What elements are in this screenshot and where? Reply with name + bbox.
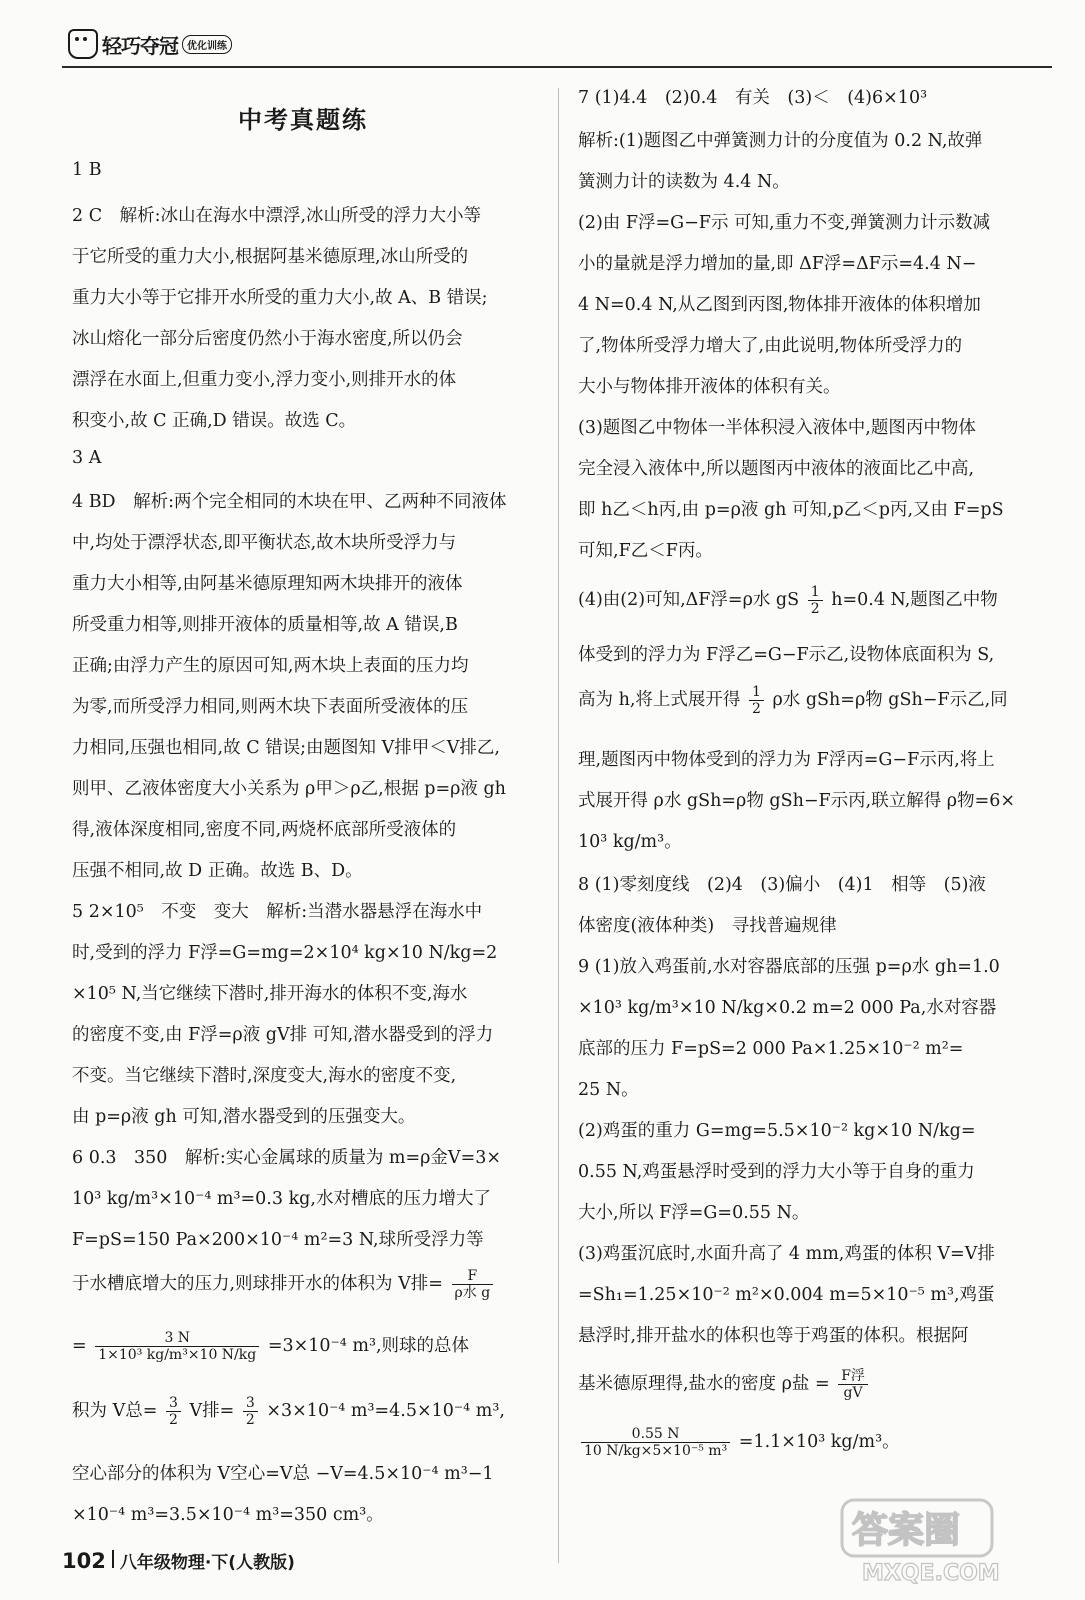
fraction [581,1426,730,1459]
answer-line: 6 0.3 350 解析:实心金属球的质量为 m=ρ金V=3× [72,1148,502,1168]
answer-line: 于它所受的重力大小,根据阿基米德原理,冰山所受的 [72,247,469,267]
brand-badge: 优化训练 [182,35,232,54]
answer-line: 得,液体深度相同,密度不同,两烧杯底部所受液体的 [72,820,457,840]
answer-line: 簧测力计的读数为 4.4 N。 [578,172,790,192]
answer-line: (3)题图乙中物体一半体积浸入液体中,题图丙中物体 [578,418,976,438]
fraction [95,1330,259,1363]
fraction [166,1395,181,1428]
answer-line: 完全浸入液体中,所以题图丙中液体的液面比乙中高, [578,459,975,479]
answer-line: 力相同,压强也相同,故 C 错误;由题图知 V排甲＜V排乙, [72,738,500,758]
answer-text: h=0.4 N,题图乙中物 [831,590,998,611]
fraction-numerator: 3 [166,1395,181,1412]
column-divider [558,88,559,1563]
answer-text: =1.1×10³ kg/m³。 [738,1432,900,1453]
answer-line: 积变小,故 C 正确,D 错误。故选 C。 [72,411,357,431]
answer-line: 式展开得 ρ水 gSh=ρ物 gSh−F示丙,联立解得 ρ物=6× [578,791,1016,811]
fraction-numerator: 1 [749,684,764,701]
answer-text: = [72,1336,87,1357]
answer-text: 高为 h,将上式展开得 [578,690,741,711]
answer-line: ×10⁻⁴ m³=3.5×10⁻⁴ m³=350 cm³。 [72,1505,384,1525]
section-title: 中考真题练 [238,106,368,134]
page-number: 102 [62,1549,106,1573]
answer-line: 大小与物体排开液体的体积有关。 [578,377,841,397]
answer-line: 可知,F乙＜F丙。 [578,541,713,561]
header-rule [62,66,1052,68]
answer-line: 3 A [72,448,102,468]
answer-line [72,1268,496,1301]
fraction-numerator: 1 [808,584,823,601]
fraction-numerator: F [452,1268,494,1285]
answer-line: (2)由 F浮=G−F示 可知,重力不变,弹簧测力计示数减 [578,213,991,233]
answer-text: =3×10⁻⁴ m³,则球的总体 [267,1336,470,1357]
answer-line: (2)鸡蛋的重力 G=mg=5.5×10⁻² kg×10 N/kg= [578,1121,976,1141]
answer-line: 即 h乙＜h丙,由 p=ρ液 gh 可知,p乙＜p丙,又由 F=pS [578,500,1004,520]
fraction-numerator: 3 N [95,1330,259,1347]
answer-text: 于水槽底增大的压力,则球排开水的体积为 V排= [72,1274,443,1295]
answer-line: 漂浮在水面上,但重力变小,浮力变小,则排开水的体 [72,370,457,390]
answer-line [578,1368,871,1401]
fraction-denominator: 2 [751,701,761,718]
answer-line: 所受重力相等,则排开液体的质量相等,故 A 错误,B [72,615,458,635]
fraction [838,1368,868,1401]
answer-text: 基米德原理得,盐水的密度 ρ盐 = [578,1374,830,1395]
answer-line: 大小,所以 F浮=G=0.55 N。 [578,1203,810,1223]
answer-line: (3)鸡蛋沉底时,水面升高了 4 mm,鸡蛋的体积 V=V排 [578,1244,995,1264]
answer-line: 1 B [72,160,102,180]
page-footer [62,1548,295,1588]
answer-line: 重力大小相等,由阿基米德原理知两木块排开的液体 [72,574,463,594]
answer-line: 体密度(液体种类) 寻找普遍规律 [578,916,837,936]
watermark-text: 答案圈 [852,1510,961,1551]
answer-line: 正确;由浮力产生的原因可知,两木块上表面的压力均 [72,656,469,676]
answer-line [72,1395,505,1428]
answer-line: ×10³ kg/m³×10 N/kg×0.2 m=2 000 Pa,水对容器 [578,998,997,1018]
fraction-denominator: 1×10³ kg/m³×10 N/kg [98,1347,257,1364]
fraction-denominator: 2 [810,601,820,618]
brand-logo [68,24,232,64]
answer-line: 中,均处于漂浮状态,即平衡状态,故木块所受浮力与 [72,533,457,553]
answer-text: 积为 V总= [72,1401,158,1422]
answer-line: 悬浮时,排开盐水的体积也等于鸡蛋的体积。根据阿 [578,1326,969,1346]
fraction-denominator: ρ水 g [454,1285,491,1302]
answer-line: 0.55 N,鸡蛋悬浮时受到的浮力大小等于自身的重力 [578,1162,975,1182]
answer-line: 25 N。 [578,1080,639,1100]
fraction [243,1395,258,1428]
answer-line: 8 (1)零刻度线 (2)4 (3)偏小 (4)1 相等 (5)液 [578,875,986,895]
answer-line: ×10⁵ N,当它继续下潜时,排开海水的体积不变,海水 [72,984,468,1004]
answer-line: 10³ kg/m³×10⁻⁴ m³=0.3 kg,水对槽底的压力增大了 [72,1189,491,1209]
answer-line: 时,受到的浮力 F浮=G=mg=2×10⁴ kg×10 N/kg=2 [72,943,498,963]
answer-line: =Sh₁=1.25×10⁻² m²×0.004 m=5×10⁻⁵ m³,鸡蛋 [578,1285,995,1305]
fraction-denominator: 2 [245,1412,255,1429]
footer-divider [112,1550,114,1568]
answer-line: 体受到的浮力为 F浮乙=G−F示乙,设物体底面积为 S, [578,645,995,665]
answer-line [578,584,998,617]
answer-line: 理,题图丙中物体受到的浮力为 F浮丙=G−F示丙,将上 [578,750,995,770]
answer-line [578,684,1008,717]
answer-line: 了,物体所受浮力增大了,由此说明,物体所受浮力的 [578,336,963,356]
answer-line [578,1426,900,1459]
fraction [808,584,823,617]
answer-line [72,1330,469,1363]
answer-line: 2 C 解析:冰山在海水中漂浮,冰山所受的浮力大小等 [72,206,482,226]
answer-text: ×3×10⁻⁴ m³=4.5×10⁻⁴ m³, [266,1401,505,1422]
watermark-logo [838,1496,1048,1588]
answer-line: 由 p=ρ液 gh 可知,潜水器受到的压强变大。 [72,1107,416,1127]
answer-line: 不变。当它继续下潜时,深度变大,海水的密度不变, [72,1066,457,1086]
answer-line: 10³ kg/m³。 [578,832,682,852]
page-header [62,14,1052,72]
answer-line: 压强不相同,故 D 正确。故选 B、D。 [72,861,363,881]
answer-line: 5 2×10⁵ 不变 变大 解析:当潜水器悬浮在海水中 [72,902,483,922]
mascot-icon [68,29,98,59]
brand-name: 轻巧夺冠 [102,33,178,58]
answer-text: (4)由(2)可知,ΔF浮=ρ水 gS [578,590,800,611]
answer-line: 小的量就是浮力增加的量,即 ΔF浮=ΔF示=4.4 N− [578,254,977,274]
answer-text: V排= [189,1401,235,1422]
fraction [452,1268,494,1301]
answer-line: F=pS=150 Pa×200×10⁻⁴ m²=3 N,球所受浮力等 [72,1230,484,1250]
answer-line: 4 BD 解析:两个完全相同的木块在甲、乙两种不同液体 [72,492,507,512]
fraction [749,684,764,717]
fraction-numerator: F浮 [838,1368,868,1385]
fraction-numerator: 3 [243,1395,258,1412]
answer-line: 的密度不变,由 F浮=ρ液 gV排 可知,潜水器受到的浮力 [72,1025,494,1045]
book-title: 八年级物理·下(人教版) [119,1553,295,1573]
fraction-numerator: 0.55 N [581,1426,730,1443]
answer-text: ρ水 gSh=ρ物 gSh−F示乙,同 [772,690,1008,711]
fraction-denominator: gV [843,1385,863,1402]
answer-line: 4 N=0.4 N,从乙图到丙图,物体排开液体的体积增加 [578,295,981,315]
fraction-denominator: 10 N/kg×5×10⁻⁵ m³ [584,1443,728,1460]
answer-line: 底部的压力 F=pS=2 000 Pa×1.25×10⁻² m²= [578,1039,964,1059]
answer-line: 空心部分的体积为 V空心=V总 −V=4.5×10⁻⁴ m³−1 [72,1464,494,1484]
fraction-denominator: 2 [168,1412,178,1429]
answer-line: 7 (1)4.4 (2)0.4 有关 (3)＜ (4)6×10³ [578,88,928,108]
answer-line: 冰山熔化一部分后密度仍然小于海水密度,所以仍会 [72,329,463,349]
answer-line: 解析:(1)题图乙中弹簧测力计的分度值为 0.2 N,故弹 [578,131,983,151]
answer-line: 为零,而所受浮力相同,则两木块下表面所受液体的压 [72,697,469,717]
watermark-site: MXQE.COM [862,1561,1000,1586]
answer-line: 9 (1)放入鸡蛋前,水对容器底部的压强 p=ρ水 gh=1.0 [578,957,1000,977]
answer-line: 则甲、乙液体密度大小关系为 ρ甲＞ρ乙,根据 p=ρ液 gh [72,779,506,799]
answer-line: 重力大小等于它排开水所受的重力大小,故 A、B 错误; [72,288,488,308]
